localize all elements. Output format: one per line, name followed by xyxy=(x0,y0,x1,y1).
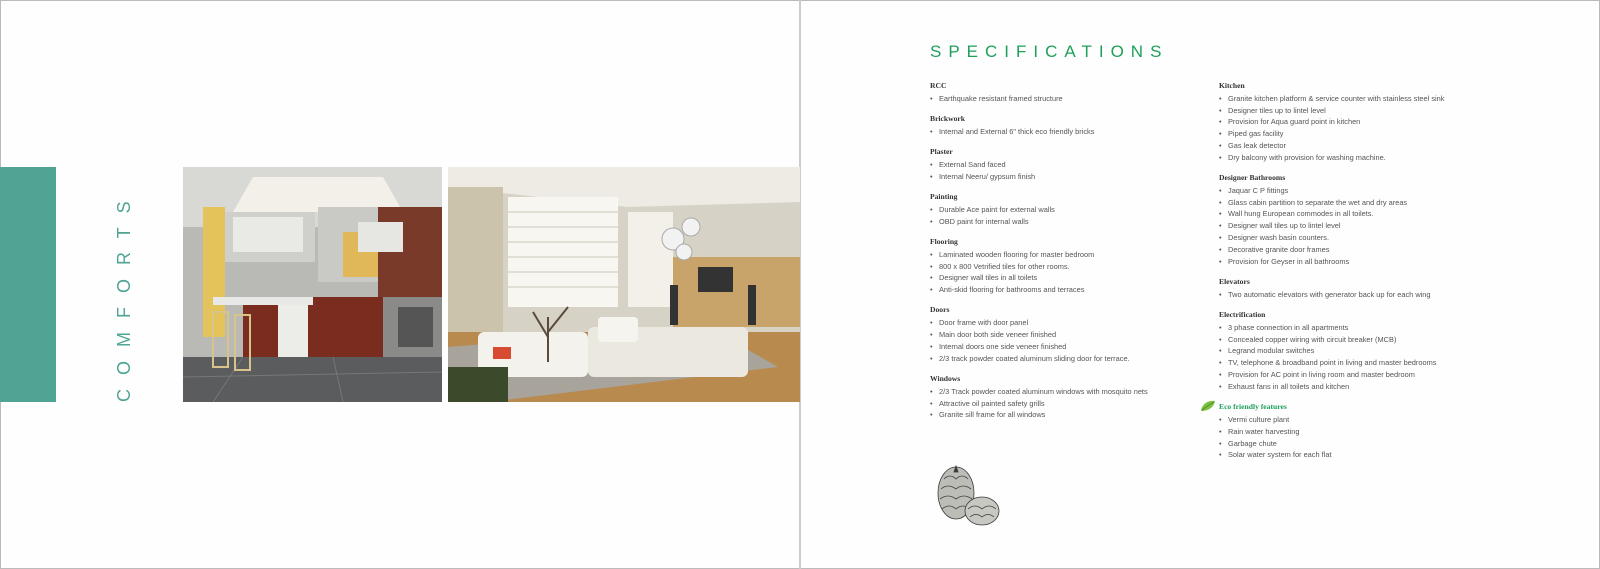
spec-item: • Designer wash basin counters. xyxy=(1228,232,1579,244)
section-heading: RCC xyxy=(930,81,947,90)
spec-item: • Two automatic elevators with generator back up for each wing xyxy=(1228,289,1579,301)
spec-item: • Piped gas facility xyxy=(1228,128,1579,140)
spec-item: • Internal doors one side veneer finished xyxy=(939,341,1220,353)
spec-item: • External Sand faced xyxy=(939,159,1220,171)
spec-section-bathrooms xyxy=(1219,172,1579,267)
specs-left-column xyxy=(930,80,1220,430)
spec-item: • Rain water harvesting xyxy=(1228,426,1579,438)
spec-item: • Legrand modular switches xyxy=(1228,345,1579,357)
spec-item: • Decorative granite door frames xyxy=(1228,244,1579,256)
spec-item: • Glass cabin partition to separate the wet and dry areas xyxy=(1228,197,1579,209)
spec-item: • Designer tiles up to lintel level xyxy=(1228,105,1579,117)
section-heading: Plaster xyxy=(930,147,953,157)
leaf-icon xyxy=(1200,399,1216,411)
section-heading: Elevators xyxy=(1219,276,1250,286)
spec-item: • Designer wall tiles in all toilets xyxy=(939,272,1220,284)
kitchen-photo xyxy=(183,167,442,402)
spec-item: • Laminated wooden flooring for master bedroom xyxy=(939,249,1220,261)
section-heading: Brickwork xyxy=(930,114,966,124)
spec-item: • Earthquake resistant framed structure xyxy=(939,93,1220,105)
spec-item: • Exhaust fans in all toilets and kitchen xyxy=(1228,381,1579,393)
spec-item: • Granite sill frame for all windows xyxy=(939,409,1220,421)
spec-section-brickwork xyxy=(930,113,1220,138)
spec-item: • Jaquar C P fittings xyxy=(1228,185,1579,197)
pinecone-illustration-icon xyxy=(930,463,1002,533)
spec-section-eco xyxy=(1219,401,1579,461)
spec-item: • Garbage chute xyxy=(1228,438,1579,450)
spec-item: • OBD paint for internal walls xyxy=(939,216,1220,228)
spec-section-plaster xyxy=(930,146,1220,182)
spec-section-windows xyxy=(930,373,1220,421)
specs-right-column xyxy=(1219,80,1579,470)
spec-item: • Attractive oil painted safety grills xyxy=(939,398,1220,410)
spec-item: • Vermi culture plant xyxy=(1228,414,1579,426)
spec-item: • TV, telephone & broadband point in living and master bedrooms xyxy=(1228,357,1579,369)
section-heading: Doors xyxy=(930,305,950,315)
spec-section-electrification xyxy=(1219,309,1579,393)
spec-item: • Solar water system for each flat xyxy=(1228,449,1579,461)
section-heading: Eco friendly features xyxy=(1219,402,1287,412)
page-title: SPECIFICATIONS xyxy=(930,42,1169,61)
spec-section-rcc xyxy=(930,80,1220,105)
spec-item: • Internal and External 6" thick eco friendly bricks xyxy=(939,126,1220,138)
spec-section-flooring xyxy=(930,236,1220,296)
section-heading: Kitchen xyxy=(1219,81,1245,90)
spec-item: • Internal Neeru/ gypsum finish xyxy=(939,171,1220,183)
spec-section-painting xyxy=(930,191,1220,227)
comforts-label: COMFORTS xyxy=(114,187,134,402)
spec-item: • Dry balcony with provision for washing machine. xyxy=(1228,152,1579,164)
section-heading: Painting xyxy=(930,192,958,202)
spec-item: • 800 x 800 Vetrified tiles for other rooms. xyxy=(939,261,1220,273)
section-heading: Windows xyxy=(930,373,961,383)
spec-item: • Gas leak detector xyxy=(1228,140,1579,152)
spec-section-elevators xyxy=(1219,276,1579,301)
teal-side-bar xyxy=(0,167,56,402)
spec-section-kitchen xyxy=(1219,80,1579,164)
spec-item: • Granite kitchen platform & service counter with stainless steel sink xyxy=(1228,93,1579,105)
spec-item: • Concealed copper wiring with circuit breaker (MCB) xyxy=(1228,334,1579,346)
section-heading: Electrification xyxy=(1219,310,1266,320)
spec-item: • Anti-skid flooring for bathrooms and terraces xyxy=(939,284,1220,296)
spec-item: • 3 phase connection in all apartments xyxy=(1228,322,1579,334)
spec-section-doors xyxy=(930,304,1220,364)
spec-item: • Designer wall tiles up to lintel level xyxy=(1228,220,1579,232)
spec-item: • Door frame with door panel xyxy=(939,317,1220,329)
section-heading: Flooring xyxy=(930,236,958,246)
living-room-photo xyxy=(448,167,800,402)
spec-item: • 2/3 Track powder coated aluminum windows with mosquito nets xyxy=(939,386,1220,398)
spec-item: • Wall hung European commodes in all toilets. xyxy=(1228,208,1579,220)
spec-item: • Durable Ace paint for external walls xyxy=(939,204,1220,216)
spec-item: • Provision for Aqua guard point in kitchen xyxy=(1228,116,1579,128)
spec-item: • Provision for Geyser in all bathrooms xyxy=(1228,256,1579,268)
spec-item: • 2/3 track powder coated aluminum sliding door for terrace. xyxy=(939,353,1220,365)
spec-item: • Main door both side veneer finished xyxy=(939,329,1220,341)
section-heading: Designer Bathrooms xyxy=(1219,173,1286,183)
comforts-vertical-title xyxy=(112,167,136,402)
spec-item: • Provision for AC point in living room and master bedroom xyxy=(1228,369,1579,381)
